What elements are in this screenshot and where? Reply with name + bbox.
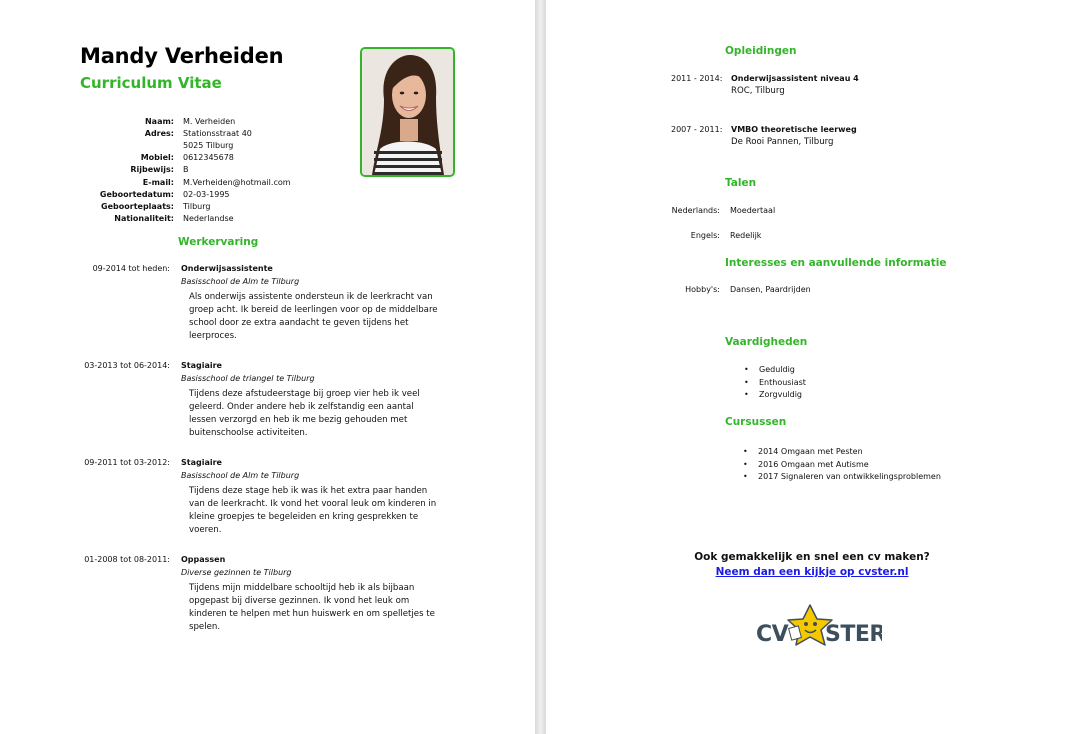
education-school: De Rooi Pannen, Tilburg [731, 137, 834, 147]
personal-info-value: 0612345678 [183, 153, 234, 162]
job-description-line: kleine groepjes te begeleiden en kring gesprekken te [189, 512, 419, 522]
job-description-line: van de leerkracht. Ik vond het vooral leuk om kinderen in [189, 499, 437, 509]
vaardigheden-heading: Vaardigheden [725, 336, 808, 348]
education-date: 2007 - 2011: [671, 125, 723, 134]
language-level: Moedertaal [730, 206, 776, 215]
job-description-line: voeren. [189, 525, 222, 535]
personal-info-row [60, 189, 360, 201]
language-level: Redelijk [730, 231, 762, 240]
job-description-line: Tijdens mijn middelbare schooltijd heb ik als bijbaan [189, 583, 415, 593]
personal-info-value: B [183, 165, 189, 174]
job-date: 01-2008 tot 08-2011: [84, 555, 170, 564]
language-label: Nederlands: [671, 206, 720, 215]
personal-info-row [60, 116, 360, 128]
profile-photo [360, 47, 455, 177]
cvster-logo[interactable] [754, 603, 882, 651]
job-description-line: geleerd. Onder andere heb ik zelfstandig een aantal [189, 402, 414, 412]
course-item: • 2017 Signaleren van ontwikkelingsproblemen [758, 472, 941, 481]
page-right [546, 0, 1078, 734]
job-date: 03-2013 tot 06-2014: [84, 361, 170, 370]
personal-info-row [60, 213, 360, 225]
personal-info-label: E-mail: [142, 178, 174, 187]
course-item: • 2016 Omgaan met Autisme [758, 460, 869, 469]
job-organization: Basisschool de triangel te Tilburg [181, 374, 315, 383]
job-description-line: spelen. [189, 622, 221, 632]
personal-info-value: 5025 Tilburg [183, 141, 234, 150]
job-description-line: Tijdens deze afstudeerstage bij groep vier heb ik veel [189, 389, 420, 399]
personal-info-value: 02-03-1995 [183, 190, 230, 199]
personal-info-value: M. Verheiden [183, 117, 236, 126]
promo-link[interactable]: Neem dan een kijkje op cvster.nl [715, 566, 909, 578]
personal-info-label: Mobiel: [140, 153, 174, 162]
logo-text-right: STER [825, 622, 882, 647]
job-description-line: groep acht. Ik bereid de leerlingen voor op de middelbare [189, 305, 438, 315]
werkervaring-heading: Werkervaring [178, 236, 259, 248]
personal-info-row [60, 164, 360, 176]
education-school: ROC, Tilburg [731, 86, 785, 96]
job-description-line: Tijdens deze stage heb ik was ik het extra paar handen [189, 486, 428, 496]
job-title: Stagiaire [181, 458, 222, 467]
personal-info-row [60, 152, 360, 164]
talen-heading: Talen [725, 177, 757, 189]
job-title: Onderwijsassistente [181, 264, 273, 273]
opleidingen-heading: Opleidingen [725, 45, 797, 57]
hobbies-value: Dansen, Paardrijden [730, 285, 811, 294]
hobbies-label: Hobby's: [685, 285, 720, 294]
personal-info-value: M.Verheiden@hotmail.com [183, 178, 291, 187]
personal-info-value: Nederlandse [183, 214, 234, 223]
education-date: 2011 - 2014: [671, 74, 723, 83]
job-organization: Diverse gezinnen te Tilburg [181, 568, 292, 577]
cv-subtitle: Curriculum Vitae [80, 74, 222, 92]
course-item: • 2014 Omgaan met Pesten [758, 447, 863, 456]
personal-info-row [60, 201, 360, 213]
logo-text-left: CV [756, 622, 789, 647]
job-description [189, 291, 451, 343]
page-left [0, 0, 535, 734]
job-date: 09-2014 tot heden: [92, 264, 170, 273]
skill-item: • Zorgvuldig [759, 390, 802, 399]
job-organization: Basisschool de Alm te Tilburg [181, 471, 300, 480]
personal-info-label: Geboorteplaats: [101, 202, 174, 211]
job-description-line: kinderen te helpen met hun huiswerk en om spelletjes te [189, 609, 435, 619]
personal-info-label: Rijbewijs: [130, 165, 174, 174]
job-description [189, 485, 451, 537]
skill-item: • Enthousiast [759, 378, 806, 387]
job-description-line: opgepast bij diverse gezinnen. Ik vond het leuk om [189, 596, 410, 606]
personal-info-value: Tilburg [183, 202, 211, 211]
job-description [189, 388, 451, 440]
job-description-line: leerproces. [189, 331, 237, 341]
education-title: Onderwijsassistent niveau 4 [731, 74, 859, 83]
cursussen-heading: Cursussen [725, 416, 787, 428]
job-description-line: school door ze extra aandacht te geven tijdens het [189, 318, 409, 328]
education-title: VMBO theoretische leerweg [731, 125, 857, 134]
interesses-heading: Interesses en aanvullende informatie [725, 257, 947, 269]
personal-info-label: Nationaliteit: [114, 214, 174, 223]
job-description-line: buitenschoolse activiteiten. [189, 428, 308, 438]
page-gutter [535, 0, 546, 734]
personal-info-row [60, 140, 360, 152]
job-description [189, 582, 451, 634]
job-description-line: Als onderwijs assistente ondersteun ik de leerkracht van [189, 292, 433, 302]
personal-info-value: Stationsstraat 40 [183, 129, 252, 138]
personal-info-row [60, 177, 360, 189]
job-organization: Basisschool de Alm te Tilburg [181, 277, 300, 286]
job-date: 09-2011 tot 03-2012: [84, 458, 170, 467]
personal-info-label: Adres: [144, 129, 174, 138]
promo-question: Ook gemakkelijk en snel een cv maken? [694, 551, 930, 563]
skill-item: • Geduldig [759, 365, 795, 374]
job-description-line: lessen verzorgd en heb ik me bezig gehouden met [189, 415, 408, 425]
personal-info-label: Geboortedatum: [99, 190, 174, 199]
personal-info-row [60, 128, 360, 140]
candidate-name: Mandy Verheiden [80, 44, 284, 68]
language-label: Engels: [690, 231, 720, 240]
personal-info-label: Naam: [144, 117, 174, 126]
job-title: Oppassen [181, 555, 226, 564]
job-title: Stagiaire [181, 361, 222, 370]
